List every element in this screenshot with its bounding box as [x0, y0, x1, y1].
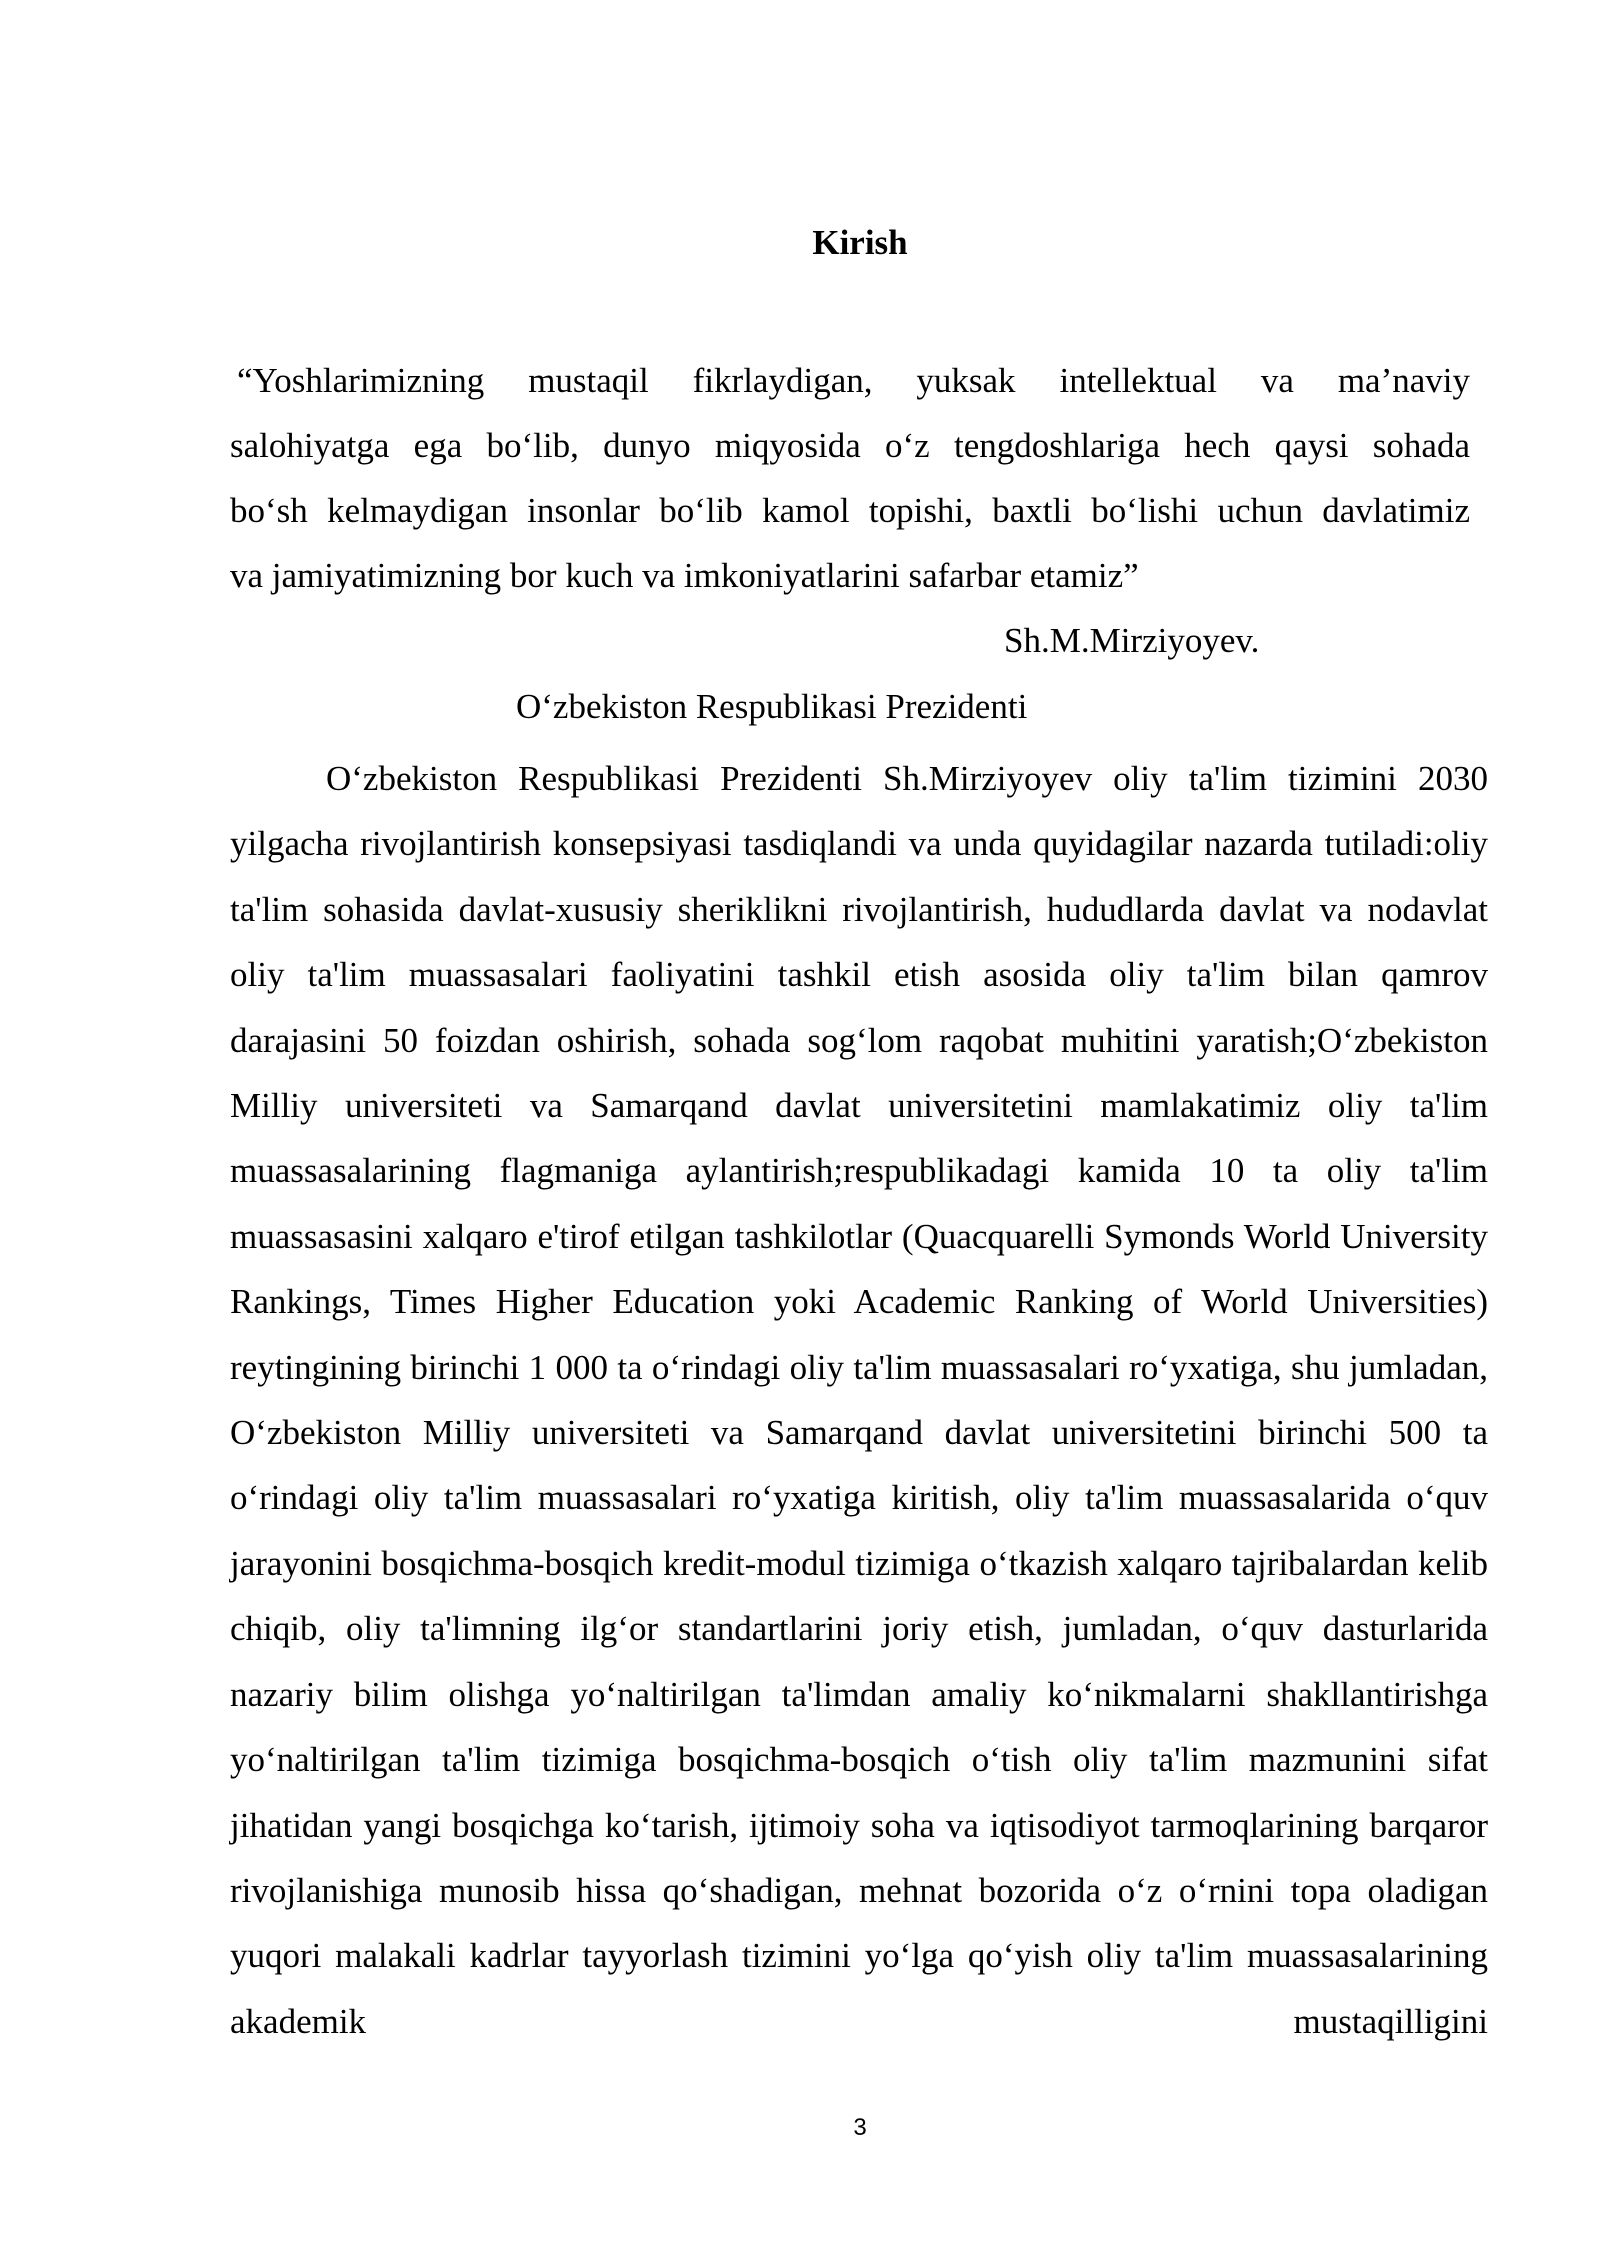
section-title: Kirish — [812, 223, 908, 262]
epigraph-line: salohiyatga ega bo‘lib, dunyo miqyosida o‘z tengdoshlariga hech qaysi sohada — [230, 426, 1470, 465]
epigraph-author-position: O‘zbekiston Respublikasi Prezidenti — [516, 687, 1028, 726]
epigraph-quote — [230, 348, 1470, 608]
epigraph-author: Sh.M.Mirziyoyev. — [1004, 621, 1260, 660]
body-paragraph: O‘zbekiston Respublikasi Prezidenti Sh.Mirziyoyev oliy ta'lim tizimini 2030 yilgacha rivojlantirish konsepsiyasi tasdiqlandi va unda quyidagilar nazarda tutiladi:oliy ta'lim sohasida davlat-xususiy sheriklikni rivojlantirish, hududlarda davlat va nodavlat oliy ta'lim muassasalari faoliyatini tashkil etish asosida oliy ta'lim bilan qamrov darajasini 50 foizdan oshirish, sohada sog‘lom raqobat muhitini yaratish;O‘zbekiston Milliy universiteti va Samarqand davlat universitetini mamlakatimiz oliy ta'lim muassasalarining flagmaniga aylantirish;respublikadagi kamida 10 ta oliy ta'lim muassasasini xalqaro e'tirof etilgan tashkilotlar (Quacquarelli Symonds World University Rankings, Times Higher Education yoki Academic Ranking of World Universities) reytingining birinchi 1 000 ta o‘rindagi oliy ta'lim muassasalari ro‘yxatiga, shu jumladan, O‘zbekiston Milliy universiteti va Samarqand davlat universitetini birinchi 500 ta o‘rindagi oliy ta'lim muassasalari ro‘yxatiga kiritish, oliy ta'lim muassasalarida o‘quv jarayonini bosqichma-bosqich kredit-modul tizimiga o‘tkazish xalqaro tajribalardan kelib chiqib, oliy ta'limning ilg‘or standartlarini joriy etish, jumladan, o‘quv dasturlarida nazariy bilim olishga yo‘naltirilgan ta'limdan amaliy ko‘nikmalarni shakllantirishga yo‘naltirilgan ta'lim tizimiga bosqichma-bosqich o‘tish oliy ta'lim mazmunini sifat jihatidan yangi bosqichga ko‘tarish, ijtimoiy soha va iqtisodiyot tarmoqlarining barqaror rivojlanishiga munosib hissa qo‘shadigan, mehnat bozorida o‘z o‘rnini topa oladigan yuqori malakali kadrlar tayyorlash tizimini yo‘lga qo‘yish oliy ta'lim muassasalarining akademik mustaqilligini — [230, 759, 1488, 2041]
epigraph-line: “Yoshlarimizning mustaqil fikrlaydigan, yuksak intellektual va ma’naviy — [237, 361, 1470, 400]
epigraph-line: va jamiyatimizning bor kuch va imkoniyatlarini safarbar etamiz” — [230, 556, 1139, 595]
page-number: 3 — [853, 2114, 867, 2141]
epigraph-line: bo‘sh kelmaydigan insonlar bo‘lib kamol topishi, baxtli bo‘lishi uchun davlatimiz — [230, 491, 1470, 530]
